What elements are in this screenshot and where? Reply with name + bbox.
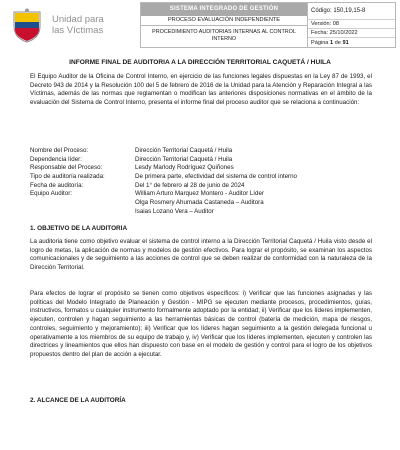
page-of: de (333, 40, 343, 46)
audit-info-block (30, 147, 372, 217)
info-value: Dirección Territorial Caquetá / Huila (135, 155, 233, 163)
info-value: Del 1° de febrero al 28 de junio de 2024 (135, 181, 245, 189)
page-indicator (308, 38, 395, 48)
info-label: Nombre del Proceso: (30, 147, 89, 154)
colombia-shield-icon (10, 8, 44, 44)
info-value: Olga Rosmery Ahumada Castaneda – Auditora (135, 199, 264, 207)
info-row-responsible (30, 164, 372, 173)
info-label: Responsable del Proceso: (30, 164, 103, 172)
section-heading-scope: 2. ALCANCE DE LA AUDITORÍA (30, 397, 126, 404)
info-label: Fecha de auditoría: (30, 181, 84, 189)
info-label: Dependencia líder: (30, 155, 82, 163)
organization-name (52, 14, 104, 36)
info-value: Lesdy Marlody Rodríguez Quiñones (135, 164, 234, 172)
info-value: Dirección Territorial Caquetá / Huila (135, 147, 233, 154)
document-code: Código: 150,19,15-8 (308, 3, 395, 20)
section-heading-objective: 1. OBJETIVO DE LA AUDITORIA (30, 225, 128, 232)
info-row-team-3 (30, 208, 372, 217)
info-value: William Arturo Marquez Montero - Auditor Líder (135, 190, 264, 198)
header-process-box (140, 2, 308, 48)
page-current: 1 (329, 40, 334, 46)
info-row-process (30, 147, 372, 156)
specific-objectives-paragraph: Para efectos de lograr el propósito se tienen como objetivos específicos: i) Verificar que las funciones asignadas y las políticas del Modelo Integrado de Planeación y Gestión - MIPG se ejecuten mediante procesos, procedimientos, guías, instructivos, formatos u cualquier instrumento formalmente adoptado por la entidad; ii) Verificar que los líderes implementen, ejecuten, controlen y hagan seguimiento a las herramientas básicas de control (batería de medición, mapa de riesgos, controles, seguimiento y mejoramiento); iii) Verificar que los líderes hagan seguimiento a la gestión delegada funcional u operativamente a los miembros de su equipo de trabajo y, iv) Verificar que los líderes implementen, ejecuten y controlen las directrices y lineamientos que ellos han dispuesto con base en el modelo de gestión y control para el logro de los objetivos propuestos dentro del plan de acción a ejecutar. (30, 290, 372, 358)
report-title: INFORME FINAL DE AUDITORIA A LA DIRECCIÓN TERRITORIAL CAQUETÁ / HUILA (69, 59, 331, 66)
info-row-team (30, 190, 372, 199)
info-label: Equipo Auditor: (30, 190, 72, 198)
organization-logo (10, 6, 138, 46)
info-value: De primera parte, efectividad del sistema de control interno (135, 173, 297, 181)
info-row-date (30, 182, 372, 191)
process-name: PROCESO EVALUACIÓN INDEPENDIENTE (141, 16, 307, 26)
procedure-name: PROCEDIMIENTO AUDITORIAS INTERNAS AL CONTROL INTERNO (152, 29, 296, 42)
intro-paragraph: El Equipo Auditor de la Oficina de Control Interno, en ejercicio de las funciones legales dispuestas en la Ley 87 de 1993, el Decreto 943 de 2014 y la Resolución 100 del 5 de febrero de 2016 de la Unidad para la Atención y Reparación Integral a las Víctimas, además de las normas que reglamentan o modifican las anteriores disposiciones normativas en el ámbito de la evaluación del Sistema de Control Interno, presenta el informe final del proceso auditor que se relaciona a continuación: (30, 73, 372, 107)
document-version: Versión: 08 (308, 20, 395, 29)
organization-name-line2: las Víctimas (52, 25, 104, 36)
info-row-dependency (30, 156, 372, 165)
system-name: SISTEMA INTEGRADO DE GESTIÓN (141, 3, 307, 16)
page-total: 91 (342, 40, 349, 46)
info-row-team-2 (30, 199, 372, 208)
info-value: Isaias Lozano Vera – Auditor (135, 207, 214, 215)
document-date: Fecha: 25/10/2022 (308, 29, 395, 38)
organization-name-line1: Unidad para (52, 14, 104, 25)
info-label: Tipo de auditoría realizada: (30, 173, 105, 181)
objective-paragraph: La auditoria tiene como objetivo evaluar el sistema de control interno a la Dirección Territorial Caquetá / Huila visto desde el logro de metas, la aplicación de normas y modelos de gestión efectivos. Para lograr el propósito, se examinan los aspectos comunicacionales y de seguimiento a las acciones de control que se deben realizar de conformidad con la naturaleza de la Dirección Territorial. (30, 238, 372, 272)
page-prefix: Página (311, 40, 330, 46)
info-row-type (30, 173, 372, 182)
header-meta-box (308, 2, 396, 48)
document-header (2, 2, 396, 48)
